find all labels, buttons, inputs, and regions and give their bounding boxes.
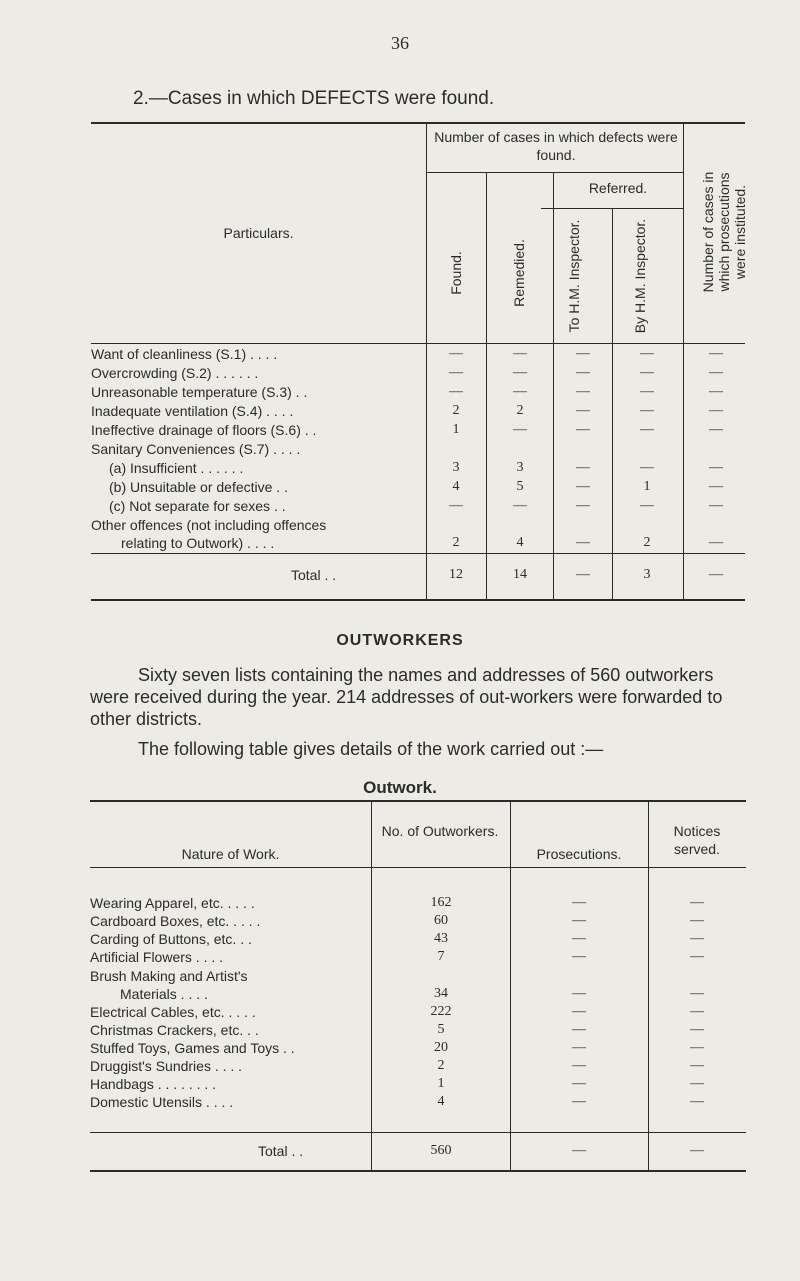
remedied-value: —: [513, 365, 527, 380]
to-hm-value: —: [576, 384, 590, 399]
outwork-title: Outwork.: [363, 778, 437, 797]
found-value: 2: [452, 535, 460, 550]
row-label: Wearing Apparel, etc. . . . .: [90, 895, 255, 911]
to-hm-value: —: [576, 403, 590, 418]
row-label: Domestic Utensils . . . .: [90, 1094, 234, 1110]
prosecutions-value: —: [709, 460, 723, 475]
outwork-table: [90, 800, 746, 1172]
prosecutions-value: —: [709, 384, 723, 399]
remedied-value: —: [513, 346, 527, 361]
row-label: Handbags . . . . . . . .: [90, 1076, 217, 1092]
referred-header: Referred.: [588, 180, 648, 196]
col-rule: [371, 800, 372, 1170]
prosecutions-value: —: [572, 1058, 586, 1073]
prosecutions-total: —: [572, 1143, 586, 1158]
by-hm-total: 3: [643, 567, 651, 582]
group-header-rule: [426, 172, 683, 173]
found-value: —: [449, 346, 463, 361]
col-rule: [612, 208, 613, 599]
remedied-value: —: [513, 422, 527, 437]
page-number: 36: [391, 33, 409, 53]
defects-table: [91, 122, 748, 602]
notices-value: —: [690, 1076, 704, 1091]
count-value: 5: [437, 1022, 445, 1037]
notices-value: —: [690, 1022, 704, 1037]
col-rule: [648, 800, 649, 1170]
notices-value: —: [690, 1058, 704, 1073]
header-bottom-rule: [91, 343, 745, 344]
count-value: 20: [434, 1040, 448, 1055]
to-hm-value: —: [576, 498, 590, 513]
row-label: Sanitary Conveniences (S.7) . . . .: [91, 441, 301, 457]
count-value: 2: [437, 1058, 445, 1073]
remedied-value: 3: [516, 460, 524, 475]
row-label: Artificial Flowers . . . .: [90, 949, 224, 965]
total-label: Total . .: [291, 567, 337, 583]
prosecutions-value: —: [572, 895, 586, 910]
outworkers-heading: OUTWORKERS: [336, 632, 464, 649]
remedied-value: 5: [516, 479, 524, 494]
count-value: 1: [437, 1076, 445, 1091]
by-hm-value: —: [640, 498, 654, 513]
notices-value: —: [690, 1094, 704, 1109]
prosecutions-value: —: [572, 1040, 586, 1055]
by-hm-value: —: [640, 346, 654, 361]
prosecutions-value: —: [709, 535, 723, 550]
total-top-rule: [91, 553, 745, 554]
found-total: 12: [449, 567, 463, 582]
row-label: Stuffed Toys, Games and Toys . .: [90, 1040, 295, 1056]
row-label: Electrical Cables, etc. . . . .: [90, 1004, 256, 1020]
prosecutions-value: —: [572, 1094, 586, 1109]
prosecutions-value: —: [572, 931, 586, 946]
found-value: —: [449, 384, 463, 399]
notices-total: —: [690, 1143, 704, 1158]
by-hm-header: By H.M. Inspector.: [632, 218, 648, 334]
row-label: (a) Insufficient . . . . . .: [109, 460, 244, 476]
count-value: 34: [434, 986, 448, 1001]
to-hm-value: —: [576, 346, 590, 361]
outworkers-count-header: No. of Outworkers.: [381, 823, 499, 839]
row-label: Christmas Crackers, etc. . .: [90, 1022, 259, 1038]
table-top-rule: [91, 122, 745, 124]
row-label: Overcrowding (S.2) . . . . . .: [91, 365, 259, 381]
row-label: Ineffective drainage of floors (S.6) . .: [91, 422, 317, 438]
prosecutions-value: —: [572, 986, 586, 1001]
row-label: Druggist's Sundries . . . .: [90, 1058, 243, 1074]
by-hm-value: 1: [643, 479, 651, 494]
to-hm-value: —: [576, 460, 590, 475]
by-hm-value: —: [640, 422, 654, 437]
row-label: relating to Outwork) . . . .: [121, 535, 275, 551]
group-header: Number of cases in which defects were found.: [434, 129, 678, 163]
prosecutions-value: —: [709, 422, 723, 437]
total-label: Total . .: [258, 1143, 304, 1159]
prosecutions-value: —: [709, 365, 723, 380]
found-header: Found.: [448, 251, 464, 295]
remedied-header: Remedied.: [511, 239, 527, 307]
notices-header: Notices served.: [673, 823, 721, 857]
prosecutions-total: —: [709, 567, 723, 582]
outwork-intro-paragraph: The following table gives details of the work carried out :—: [138, 739, 604, 759]
section-heading: 2.—Cases in which DEFECTS were found.: [133, 88, 495, 109]
prosecutions-value: —: [572, 1076, 586, 1091]
remedied-value: 4: [516, 535, 524, 550]
to-hm-value: —: [576, 422, 590, 437]
row-label: Materials . . . .: [120, 986, 208, 1002]
count-value: 222: [430, 1004, 452, 1019]
by-hm-value: —: [640, 403, 654, 418]
prosecutions-value: —: [572, 1022, 586, 1037]
outworkers-paragraph: Sixty seven lists containing the names and addresses of 560 outworkers were received during the year. 214 addresses of out-workers were forwarded to other districts.: [90, 665, 723, 729]
row-label: (c) Not separate for sexes . .: [109, 498, 286, 514]
row-label: Brush Making and Artist's: [90, 968, 248, 984]
count-value: 7: [437, 949, 445, 964]
count-value: 60: [434, 913, 448, 928]
notices-value: —: [690, 1040, 704, 1055]
row-label: Inadequate ventilation (S.4) . . . .: [91, 403, 294, 419]
count-value: 43: [434, 931, 448, 946]
table-bottom-rule: [91, 599, 745, 601]
prosecutions-header: Number of cases in which prosecutions were instituted.: [700, 171, 748, 293]
count-value: 162: [430, 895, 452, 910]
by-hm-value: —: [640, 460, 654, 475]
notices-value: —: [690, 986, 704, 1001]
to-hm-value: —: [576, 479, 590, 494]
to-hm-header: To H.M. Inspector.: [566, 219, 582, 333]
prosecutions-value: —: [709, 498, 723, 513]
col-rule: [486, 172, 487, 599]
found-value: —: [449, 498, 463, 513]
count-total: 560: [430, 1143, 452, 1158]
notices-value: —: [690, 949, 704, 964]
remedied-value: 2: [516, 403, 524, 418]
found-value: 1: [452, 422, 460, 437]
by-hm-value: —: [640, 384, 654, 399]
notices-value: —: [690, 913, 704, 928]
prosecutions-value: —: [572, 949, 586, 964]
by-hm-value: 2: [643, 535, 651, 550]
row-label: (b) Unsuitable or defective . .: [109, 479, 288, 495]
prosecutions-value: —: [709, 346, 723, 361]
remedied-value: —: [513, 498, 527, 513]
notices-value: —: [690, 1004, 704, 1019]
nature-header: Nature of Work.: [181, 846, 280, 862]
row-label: Unreasonable temperature (S.3) . .: [91, 384, 308, 400]
to-hm-value: —: [576, 365, 590, 380]
prosecutions-value: —: [709, 479, 723, 494]
row-label: Cardboard Boxes, etc. . . . .: [90, 913, 261, 929]
found-value: —: [449, 365, 463, 380]
found-value: 2: [452, 403, 460, 418]
row-label: Want of cleanliness (S.1) . . . .: [91, 346, 278, 362]
to-hm-total: —: [576, 567, 590, 582]
to-hm-value: —: [576, 535, 590, 550]
col-rule: [683, 122, 684, 599]
remedied-value: —: [513, 384, 527, 399]
particulars-header: Particulars.: [223, 225, 294, 241]
prosecutions-value: —: [572, 913, 586, 928]
prosecutions-value: —: [709, 403, 723, 418]
row-label: Carding of Buttons, etc. . .: [90, 931, 252, 947]
remedied-total: 14: [513, 567, 527, 582]
notices-value: —: [690, 895, 704, 910]
table-bottom-rule: [90, 1170, 746, 1172]
count-value: 4: [437, 1094, 445, 1109]
notices-value: —: [690, 931, 704, 946]
prosecutions-header: Prosecutions.: [536, 846, 622, 862]
found-value: 4: [452, 479, 460, 494]
found-value: 3: [452, 460, 460, 475]
row-label: Other offences (not including offences: [91, 517, 327, 533]
prosecutions-value: —: [572, 1004, 586, 1019]
by-hm-value: —: [640, 365, 654, 380]
